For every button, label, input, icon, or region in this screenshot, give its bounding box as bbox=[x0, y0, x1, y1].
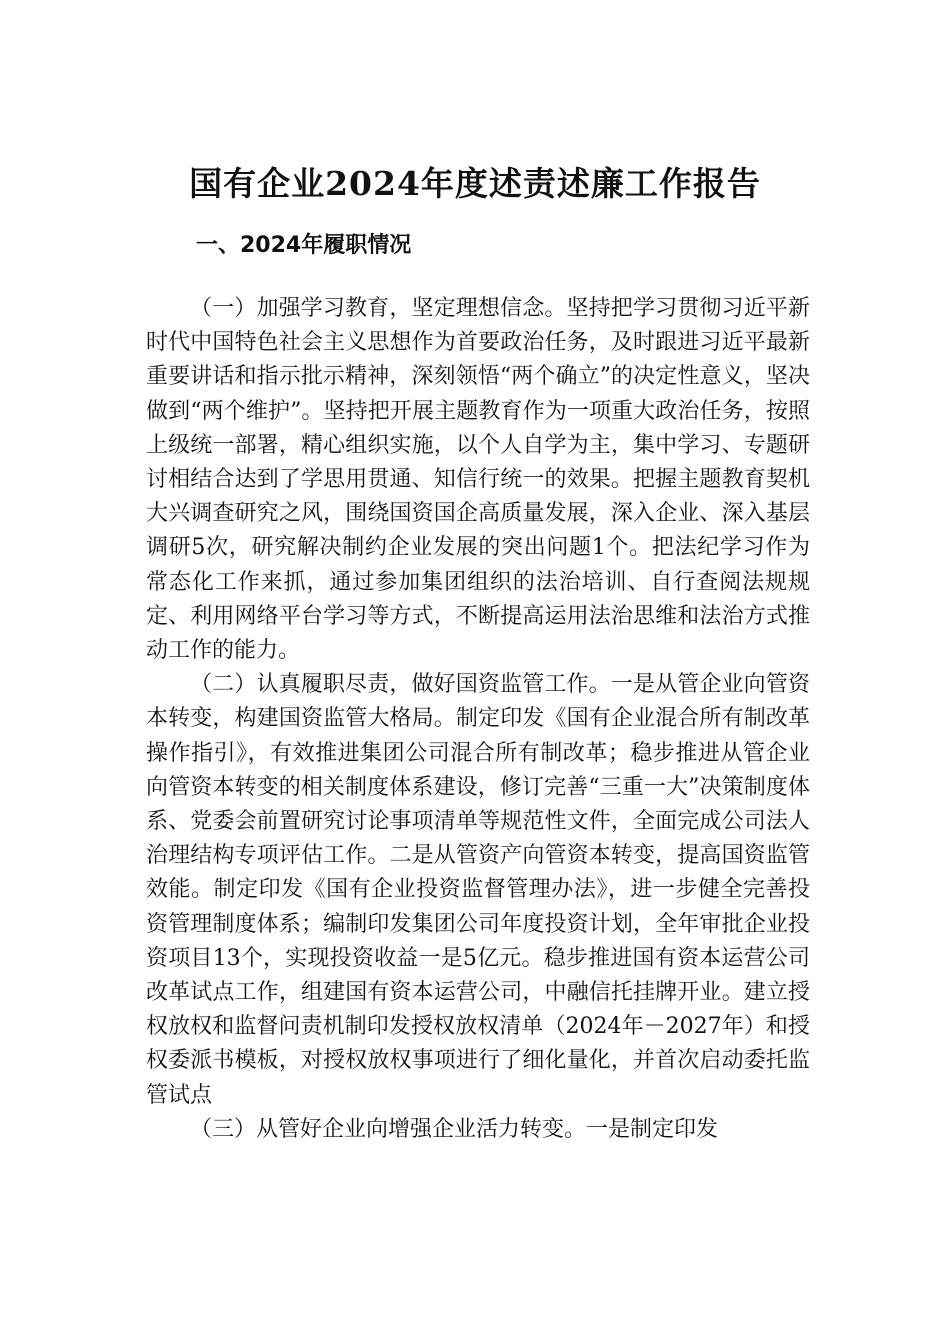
document-title: 国有企业2024年度述责述廉工作报告 bbox=[189, 164, 761, 203]
paragraph-1 bbox=[146, 292, 810, 668]
paragraph-2-text: 一是从管企业向管资本转变，构建国资监管大格局。制定印发《国有企业混合所有制改革操作指引》，有效推进集团公司混合所有制改革；稳步推进从管企业向管资本转变的相关制度体系建设，修订完善“三重一大”决策制度体系、党委会前置研究讨论事项清单等规范性文件，全面完成公司法人治理结构专项评估工作。二是从管资产向管资本转变，提高国资监管效能。制定印发《国有企业投资监督管理办法》，进一步健全完善投资管理制度体系；编制印发集团公司年度投资计划，全年审批企业投资项目13个，实现投资收益一是5亿元。稳步推进国有资本运营公司改革试点工作，组建国有资本运营公司，中融信托挂牌开业。建立授权放权和监督问责机制印发授权放权清单（2024年－2027年）和授权委派书模板，对授权放权事项进行了细化量化，并首次启动委托监管试点 bbox=[146, 672, 810, 1108]
paragraph-3 bbox=[146, 1113, 810, 1147]
paragraph-3-lead: （三）从管好企业向增强企业活力转变。 bbox=[190, 1116, 587, 1142]
paragraph-3-text: 一是制定印发 bbox=[586, 1116, 719, 1142]
paragraph-2-lead: （二）认真履职尽责，做好国资监管工作。 bbox=[190, 672, 611, 698]
document-body bbox=[146, 292, 810, 1147]
section-heading: 一、2024年履职情况 bbox=[196, 233, 412, 258]
paragraph-1-lead: （一）加强学习教育，坚定理想信念。 bbox=[190, 296, 567, 321]
paragraph-1-text: 坚持把学习贯彻习近平新时代中国特色社会主义思想作为首要政治任务，及时跟进习近平最新重要讲话和指示批示精神，深刻领悟“两个确立”的决定性意义，坚决做到“两个维护”。坚持把开展主题教育作为一项重大政治任务，按照上级统一部署，精心组织实施，以个人自学为主，集中学习、专题研讨相结合达到了学思用贯通、知信行统一的效果。把握主题教育契机大兴调查研究之风，围绕国资国企高质量发展，深入企业、深入基层调研5次，研究解决制约企业发展的突出问题1个。把法纪学习作为常态化工作来抓，通过参加集团组织的法治培训、自行查阅法规规定、利用网络平台学习等方式，不断提高运用法治思维和法治方式推动工作的能力。 bbox=[146, 296, 810, 664]
paragraph-2 bbox=[146, 668, 810, 1113]
